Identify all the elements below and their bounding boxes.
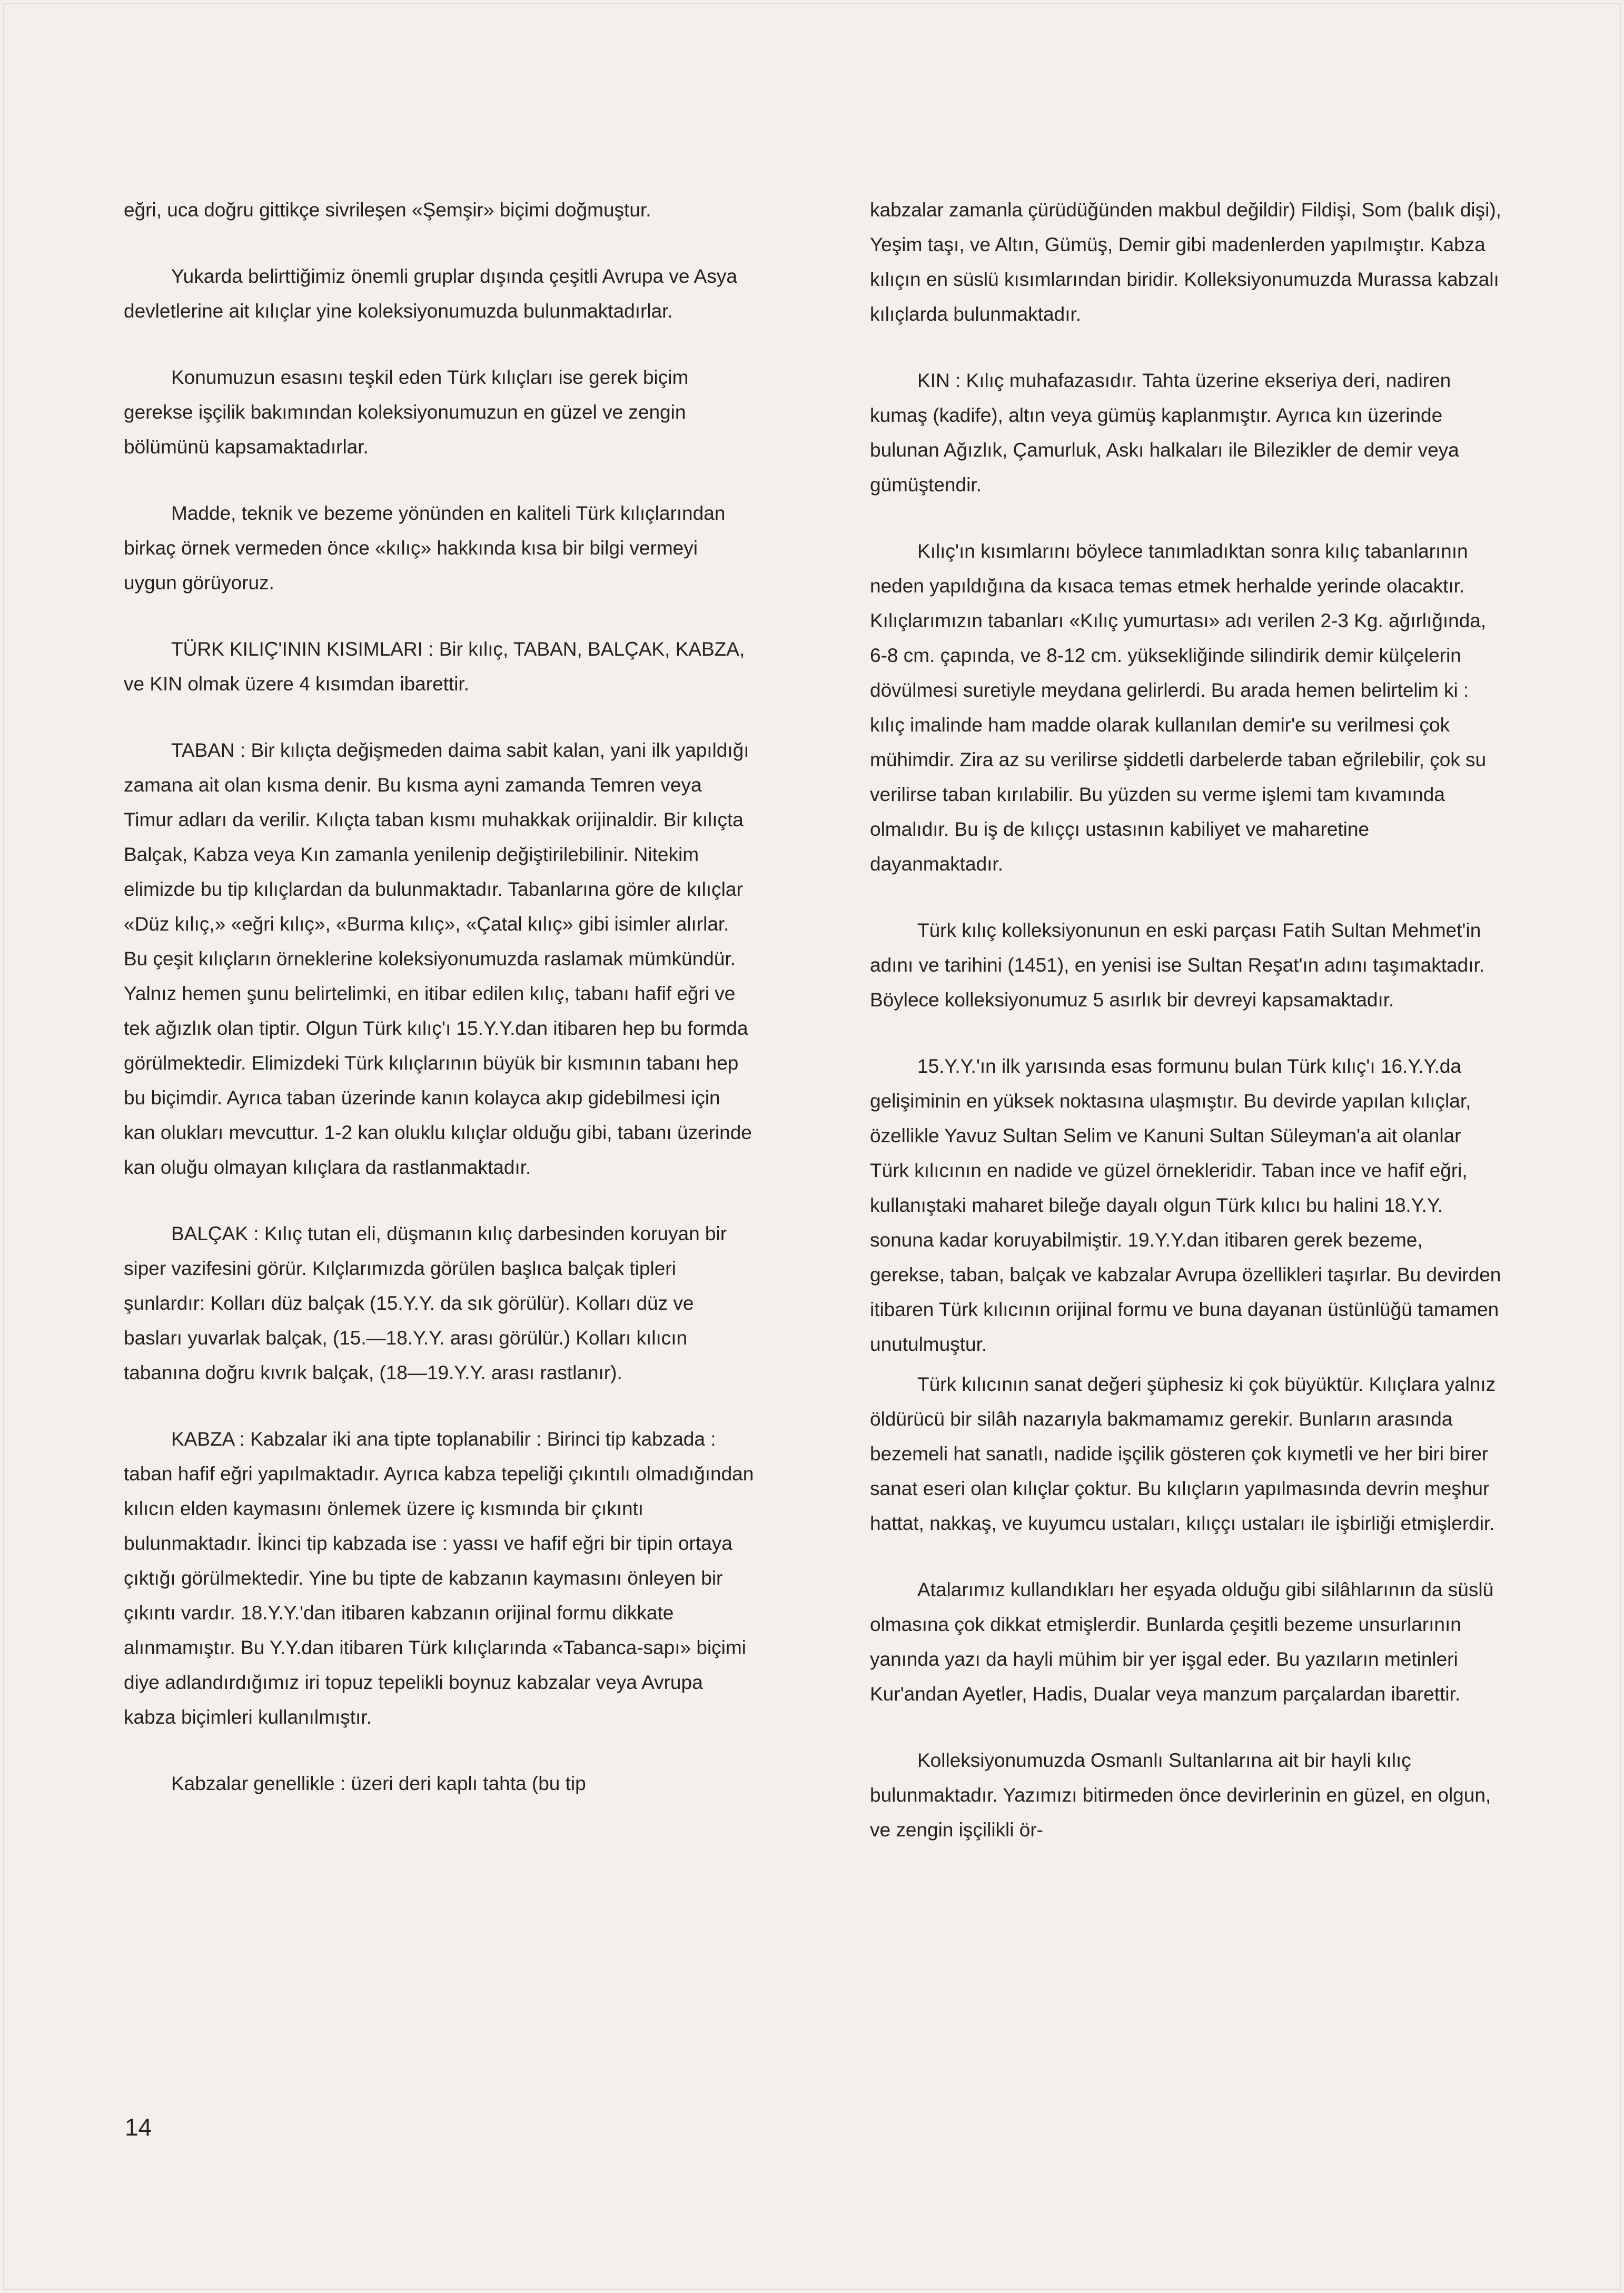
paragraph: KABZA : Kabzalar iki ana tipte toplanabilir : Birinci tip kabzada : taban hafif eğri yapılmaktadır. Ayrıca kabza tepeliği çıkıntılı olmadığından kılıcın elden kaymasını önlemek üzere iç kısmında bir çıkıntı bulunmaktadır. İkinci tip kabzada ise : yassı ve hafif eğri bir tipin ortaya çıktığı görülmektedir. Yine bu tipte de kabzanın kaymasını önleyen bir çıkıntı vardır. 18.Y.Y.'dan itibaren kabzanın orijinal formu dikkate alınmamıştır. Bu Y.Y.dan itibaren Türk kılıçlarında «Tabanca-sapı» biçimi diye adlandırdığımız iri topuz tepelikli boynuz kabzalar veya Avrupa kabza biçimleri kullanılmıştır. bbox=[124, 1428, 754, 1728]
paragraph: kabzalar zamanla çürüdüğünden makbul değildir) Fildişi, Som (balık dişi), Yeşim taşı, ve Altın, Gümüş, Demir gibi madenlerden yapılmıştır. Kabza kılıçın en süslü kısımlarından biridir. Kolleksiyonumuzda Murassa kabzalı kılıçlarda bulunmaktadır. bbox=[870, 199, 1501, 325]
paragraph: Atalarımız kullandıkları her eşyada olduğu gibi silâhlarının da süslü olmasına çok dikkat etmişlerdir. Bunlarda çeşitli bezeme unsurlarının yanında yazı da hayli mühim bir yer işgal eder. Bu yazıların metinleri Kur'andan Ayetler, Hadis, Dualar veya manzum parçalardan ibarettir. bbox=[870, 1579, 1494, 1705]
paragraph: TÜRK KILIÇ'ININ KISIMLARI : Bir kılıç, TABAN, BALÇAK, KABZA, ve KIN olmak üzere 4 kısımdan ibarettir. bbox=[124, 638, 745, 695]
paragraph: Yukarda belirttiğimiz önemli gruplar dışında çeşitli Avrupa ve Asya devletlerine ait kılıçlar yine koleksiyonumuzda bulunmaktadırlar. bbox=[124, 265, 737, 322]
paragraph: TABAN : Bir kılıçta değişmeden daima sabit kalan, yani ilk yapıldığı zamana ait olan kısma denir. Bu kısma ayni zamanda Temren veya Timur adları da verilir. Kılıçta taban kısmı muhakkak orijinaldir. Bir kılıçta Balçak, Kabza veya Kın zamanla yenilenip değiştirilebilinir. Nitekim elimizde bu tip kılıçlardan da bulunmaktadır. Tabanlarına göre de kılıçlar «Düz kılıç,» «eğri kılıç», «Burma kılıç», «Çatal kılıç» gibi isimler alırlar. Bu çeşit kılıçların örneklerine koleksiyonumuzda raslamak mümkündür. Yalnız hemen şunu belirtelimki, en itibar edilen kılıç, tabanı hafif eğri ve tek ağızlık olan tiptir. Olgun Türk kılıç'ı 15.Y.Y.dan itibaren hep bu formda görülmektedir. Elimizdeki Türk kılıçlarının büyük bir kısmının tabanı hep bu biçimdir. Ayrıca taban üzerinde kanın kolayca akıp gidebilmesi için kan olukları mevcuttur. 1-2 kan oluklu kılıçlar olduğu gibi, tabanı üzerinde kan oluğu olmayan kılıçlara da rastlanmaktadır. bbox=[124, 739, 752, 1178]
page-number: 14 bbox=[125, 2113, 152, 2141]
paragraph: eğri, uca doğru gittikçe sivrileşen «Şemşir» biçimi doğmuştur. bbox=[124, 199, 651, 221]
paragraph: KIN : Kılıç muhafazasıdır. Tahta üzerine ekseriya deri, nadiren kumaş (kadife), altın veya gümüş kaplanmıştır. Ayrıca kın üzerinde bulunan Ağızlık, Çamurluk, Askı halkaları ile Bilezikler de demir veya gümüştendir. bbox=[870, 370, 1459, 496]
paragraph: Madde, teknik ve bezeme yönünden en kaliteli Türk kılıçlarından birkaç örnek vermeden önce «kılıç» hakkında kısa bir bilgi vermeyi uygun görüyoruz. bbox=[124, 502, 726, 594]
right-column bbox=[870, 193, 1502, 1879]
paragraph: BALÇAK : Kılıç tutan eli, düşmanın kılıç darbesinden koruyan bir siper vazifesini görür. Kılçlarımızda görülen başlıca balçak tipleri şunlardır: Kolları düz balçak (15.Y.Y. da sık görülür). Kolları düz ve basları yuvarlak balçak, (15.—18.Y.Y. arası görülür.) Kolları kılıcın tabanına doğru kıvrık balçak, (18—19.Y.Y. arası rastlanır). bbox=[124, 1223, 727, 1383]
paragraph: Türk kılıç kolleksiyonunun en eski parçası Fatih Sultan Mehmet'in adını ve tarihini (1451), en yenisi ise Sultan Reşat'ın adını taşımaktadır. Böylece kolleksiyonumuz 5 asırlık bir devreyi kapsamaktadır. bbox=[870, 920, 1485, 1011]
paragraph: Konumuzun esasını teşkil eden Türk kılıçları ise gerek biçim gerekse işçilik bakımından koleksiyonumuzun en güzel ve zengin bölümünü kapsamaktadırlar. bbox=[124, 367, 689, 458]
paragraph: 15.Y.Y.'ın ilk yarısında esas formunu bulan Türk kılıç'ı 16.Y.Y.da gelişiminin en yüksek noktasına ulaşmıştır. Bu devirde yapılan kılıçlar, özellikle Yavuz Sultan Selim ve Kanuni Sultan Süleyman'a ait olanlar Türk kılıcının en nadide ve güzel örnekleridir. Taban ince ve hafif eğri, kullanıştaki maharet bileğe dayalı olgun Türk kılıcı bu halini 18.Y.Y. sonuna kadar koruyabilmiştir. 19.Y.Y.dan itibaren gerek bezeme, gerekse, taban, balçak ve kabzalar Avrupa özellikleri taşırlar. Bu devirden itibaren Türk kılıcının orijinal formu ve buna dayanan üstünlüğü tamamen unutulmuştur. bbox=[870, 1055, 1501, 1355]
left-column bbox=[124, 193, 756, 1833]
paragraph: Türk kılıcının sanat değeri şüphesiz ki çok büyüktür. Kılıçlara yalnız öldürücü bir silâh nazarıyla bakmamamız gerekir. Bunların arasında bezemeli hat sanatlı, nadide işçilik gösteren çok kıymetli ve her biri birer sanat eseri olan kılıçlar çoktur. Bu kılıçların yapılmasında devrin meşhur hattat, nakkaş, ve kuyumcu ustaları, kılıççı ustaları ile işbirliği etmişlerdir. bbox=[870, 1373, 1496, 1534]
paragraph: Kabzalar genellikle : üzeri deri kaplı tahta (bu tip bbox=[171, 1773, 586, 1794]
paragraph: Kolleksiyonumuzda Osmanlı Sultanlarına ait bir hayli kılıç bulunmaktadır. Yazımızı bitirmeden önce devirlerinin en güzel, en olgun, ve zengin işçilikli ör- bbox=[870, 1750, 1491, 1841]
paragraph: Kılıç'ın kısımlarını böylece tanımladıktan sonra kılıç tabanlarının neden yapıldığına da kısaca temas etmek herhalde yerinde olacaktır. Kılıçlarımızın tabanları «Kılıç yumurtası» adı verilen 2-3 Kg. ağırlığında, 6-8 cm. çapında, ve 8-12 cm. yüksekliğinde silindirik demir külçelerin dövülmesi suretiyle meydana gelirlerdi. Bu arada hemen belirtelim ki : kılıç imalinde ham madde olarak kullanılan demir'e su verilmesi çok mühimdir. Zira az su verilirse şiddetli darbelerde taban eğrilebilir, çok su verilirse taban kırılabilir. Bu yüzden su verme işlemi tam kıvamında olmalıdır. Bu iş de kılıççı ustasının kabiliyet ve maharetine dayanmaktadır. bbox=[870, 540, 1487, 875]
